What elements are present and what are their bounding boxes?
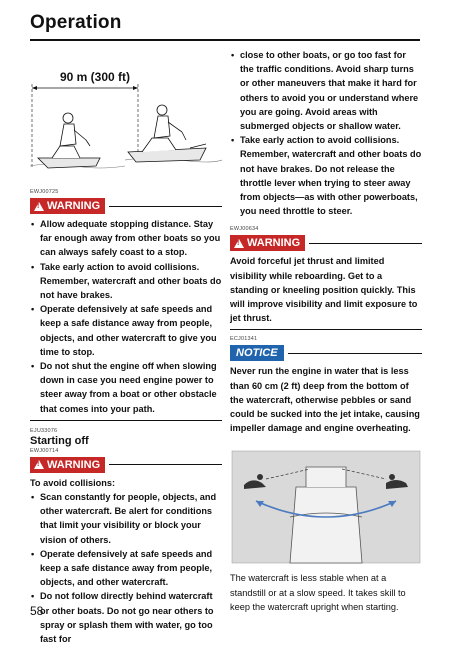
list-item: • Operate defensively at safe speeds and keep a safe distance away from people, objects, and other watercraft.	[30, 547, 222, 590]
warning-triangle-icon	[34, 460, 44, 469]
warning-triangle-icon	[234, 239, 244, 248]
warning-header	[230, 235, 422, 251]
jetski-illustration	[30, 48, 222, 186]
list-item: • Take early action to avoid collisions. Remember, watercraft and other boats do not have brakes. Do not release the throttle lever when trying to steer away from objects—as with other powerboats, you need throttle to steer.	[230, 133, 422, 218]
warning-rule	[109, 464, 222, 465]
continued-list	[230, 48, 422, 218]
distance-label: 90 m (300 ft)	[60, 70, 131, 84]
warning-badge: ! WARNING	[30, 457, 105, 473]
left-column	[30, 48, 222, 646]
section-code: EJU33076	[30, 427, 58, 434]
list-item-continued: • close to other boats, or go too fast for the traffic conditions. Avoid sharp turns or other maneuvers that make it hard for others to avoid you or understand where you are going. Avoid areas with submerged objects or shallow water.	[230, 48, 422, 133]
list-item: • Allow adequate stopping distance. Stay far enough away from other boats so you can always safely coast to a stop.	[30, 217, 222, 260]
warning-code: EWJ00725	[30, 189, 59, 195]
header-rule	[30, 39, 420, 41]
section-rule	[30, 420, 222, 421]
warning-badge: ! WARNING	[30, 198, 105, 214]
section-rule	[230, 329, 422, 330]
notice-code: ECJ01341	[230, 336, 258, 343]
reboarding-figure	[230, 447, 422, 565]
warning-text: Avoid forceful jet thrust and limited visibility while reboarding. Get to a standing or kneeling position quickly. This will improve visibility and limit exposure to jet thrust.	[230, 256, 418, 324]
notice-header	[230, 345, 422, 361]
page-number: 58	[30, 604, 44, 618]
list-item: • Operate defensively at safe speeds and keep a safe distance away from people, objects, and other watercraft to give you time to stop.	[30, 302, 222, 359]
list-item: • Do not follow directly behind watercraft or other boats. Do not go near others to spray or splash them with water, go too fast for	[30, 589, 222, 646]
notice-badge: NOTICE	[230, 345, 284, 361]
warning-badge: ! WARNING	[230, 235, 305, 251]
warning-code: EWJ00634	[230, 226, 259, 233]
figure-caption: The watercraft is less stable when at a standstill or at a slow speed. It takes skill to keep the watercraft upright when starting.	[230, 573, 406, 612]
section-heading: Starting off	[30, 434, 89, 447]
warning-rule	[109, 206, 222, 207]
warning-list	[30, 490, 222, 646]
right-column	[230, 48, 422, 614]
warning-list	[30, 217, 222, 416]
stopping-distance-figure	[30, 48, 222, 186]
notice-text: Never run the engine in water that is less than 60 cm (2 ft) deep from the bottom of the watercraft, otherwise pebbles or sand could be sucked into the jet intake, causing impeller damage and engine overheating.	[230, 366, 420, 434]
warning-code: EWJ00714	[30, 447, 59, 454]
warning-header	[30, 198, 222, 214]
swimmer-illustration	[230, 447, 422, 565]
warning-intro: To avoid collisions:	[30, 477, 116, 488]
list-item: • Do not shut the engine off when slowing down in case you need engine power to steer away from a boat or other obstacle that comes into your path.	[30, 359, 222, 416]
warning-header	[30, 457, 222, 473]
page-title: Operation	[30, 12, 122, 33]
warning-rule	[309, 243, 422, 244]
list-item: • Take early action to avoid collisions. Remember, watercraft and other boats do not have brakes.	[30, 260, 222, 303]
warning-triangle-icon	[34, 202, 44, 211]
list-item: • Scan constantly for people, objects, and other watercraft. Be alert for conditions that limit your visibility or block your vision of others.	[30, 490, 222, 547]
notice-rule	[288, 353, 422, 354]
